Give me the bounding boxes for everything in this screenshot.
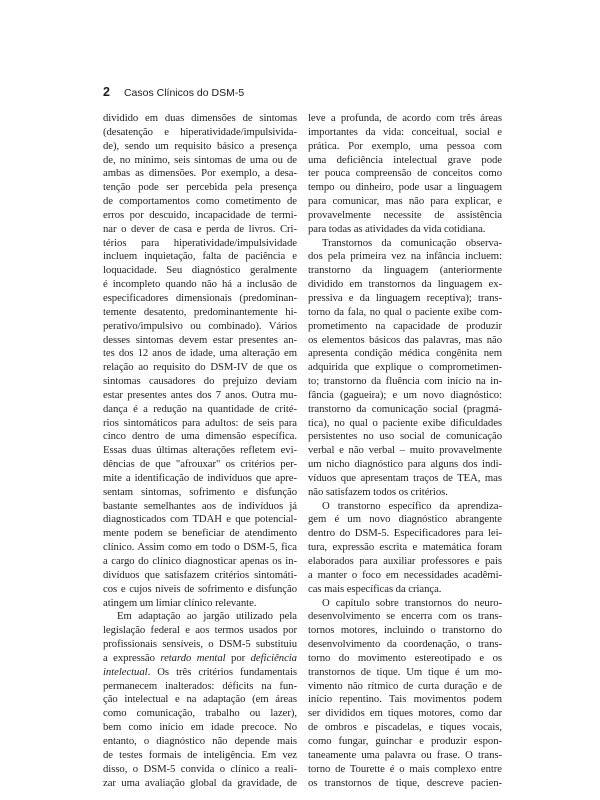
text-line: divíduos que satisfazem critérios sintomáti- [103,568,297,581]
page-header [103,85,244,99]
text-line: víduos que apresentam traços de TEA, mas [308,471,502,484]
text-line: provavelmente necessite de assistência [308,208,502,221]
text-line: uma deficiência intelectual grave pode [308,153,502,166]
text-line: bem como início em idade precoce. No [103,721,297,734]
text-line: tura, expressão escrita e matemática foram [308,541,502,554]
text-line: torno do movimento estereotipado e os [308,651,502,664]
text-line: dências de que "afrouxar" os critérios per- [103,458,297,471]
text-line: incluem inquietação, falta de paciência e [103,250,297,263]
text-line: a cargo do clínico diagnosticar apenas os in- [103,555,297,567]
text-line: sentam sintomas, sofrimento e disfunção [103,485,297,498]
text-line: de comportamentos como cometimento de [103,195,297,208]
text-line: pressiva e da linguagem receptiva); trans- [308,291,502,304]
text-line: importantes da vida: conceitual, social e [308,125,502,138]
text-line: como fungar, guinchar e produzir espon- [308,734,502,747]
text-line: torno da fala, no qual o paciente exibe com- [308,305,502,318]
text-line: gem é um novo diagnóstico abrangente [308,513,502,526]
text-line: dos pela primeira vez na infância incluem: [308,250,502,263]
text-line: tempo ou dinheiro, pode usar a linguagem [308,181,502,194]
text-line: O transtorno específico da aprendiza- [322,499,502,512]
text-line: apresenta condição médica congênita nem [308,347,502,360]
text-line: tornos motores, incluindo o transtorno do [308,624,502,637]
text-line: prática. Por exemplo, uma pessoa com [308,139,502,152]
text-line: sintomas causadores do prejuízo deviam [103,375,297,388]
text-line: de testes formais de inteligência. Em vez [103,748,297,761]
text-line: a expressão retardo mental por deficiência [103,651,297,664]
text-line: zar uma avaliação global da gravidade, de [103,776,297,789]
text-line: desses sintomas devem estar presentes an- [103,333,297,346]
text-line: rios sintomáticos para adultos: de seis para [103,416,297,429]
text-line: taneamente uma palavra ou frase. O trans- [308,748,502,761]
text-line: a manter o foco em necessidades acadêmi- [308,568,502,581]
text-line: Transtornos da comunicação observa- [322,236,502,249]
text-line: desenvolvimento da coordenação, o trans- [308,638,502,651]
text-line: elaborados para auxiliar professores e pais [308,555,502,567]
text-line: fância (gagueira); e um novo diagnóstico: [308,388,502,401]
text-line: persistentes no uso social de comunicação [308,430,502,443]
text-line: adquirida que explique o comprometimen- [308,361,502,374]
text-line: dentro do DSM-5. Especificadores para lei- [308,527,502,540]
text-line: nar o dever de casa e perda de livros. Cri- [103,222,297,235]
text-line: não satisfazem todos os critérios. [308,485,448,498]
text-line: tica), no qual o paciente exibe dificuldades [308,416,502,429]
text-line: tes dos 12 anos de idade, uma alteração em [103,347,297,360]
text-line: erros por descuido, incapacidade de termi- [103,208,297,221]
text-line: estar presentes antes dos 7 anos. Outra mu- [103,388,297,401]
text-line: ter pouca compreensão de conceitos como [308,167,502,180]
text-line: transtorno da comunicação social (pragmá- [308,402,502,415]
text-line: disso, o DSM-5 convida o clínico a reali- [103,762,297,775]
text-line: transtornos de tique. Um tique é um mo- [308,665,502,678]
text-line: prometimento na capacidade de produzir [308,319,502,332]
text-line: os elementos básicos das palavras, mas não [308,333,502,346]
running-title: Casos Clínicos do DSM-5 [123,87,245,99]
text-line: ambas as dimensões. Por exemplo, a desa- [103,167,297,180]
text-line: to; transtorno da fluência com início na in- [308,375,502,388]
text-line: ser divididos em tiques motores, como dar [308,707,502,720]
text-line: permanecem inalterados: déficits na fun- [103,679,297,692]
text-line: relação ao requisito do DSM-IV de que os [103,361,297,374]
text-line: cos e cujos níveis de sofrimento e disfunção [103,582,297,595]
right-text-column [308,112,502,790]
text-line: clínico. Assim como em todo o DSM-5, fica [103,541,297,554]
text-line: é incompleto quando não há a inclusão de [103,278,297,291]
text-line: temente desatento, predominantemente hi- [103,305,297,318]
text-line: cinco dentro de uma dimensão específica. [103,430,297,443]
text-line: cas mais específicas da criança. [308,582,442,595]
text-line: Essas duas últimas alterações refletem evi- [103,444,297,457]
text-line: (desatenção e hiperatividade/impulsivida- [103,125,297,138]
text-line: tenção pode ser percebida pela presença [103,181,297,194]
text-line: um nicho diagnóstico para alguns dos indi- [308,458,502,471]
text-line: térios para hiperatividade/impulsividade [103,236,297,249]
text-line: torno de Tourette é o mais complexo entre [308,762,502,775]
text-line: bastante semelhantes aos de indivíduos já [103,499,297,512]
text-line: ção intelectual e na adaptação (em áreas [103,693,297,706]
text-line: de), sendo um requisito básico a presença [103,139,297,152]
text-line: especificadores dimensionais (predominan- [103,291,297,304]
text-line: entanto, o diagnóstico não depende mais [103,734,297,747]
text-line: os transtornos de tique, descreve pacien- [308,776,502,789]
text-line: início repentino. Tais movimentos podem [308,693,502,706]
text-line: transtorno da linguagem (anteriormente [308,264,502,277]
text-line: diagnosticados com TDAH e que potencial- [103,513,297,526]
text-line: dança é a redução na quantidade de crité- [103,402,297,415]
text-line: O capítulo sobre transtornos do neuro- [322,596,502,609]
text-line: dividido em transtornos da linguagem ex- [308,278,502,291]
text-line: atingem um limiar clínico relevante. [103,596,257,609]
text-line: legislação federal e aos termos usados por [103,624,297,637]
text-line: mente podem se beneficiar de atendimento [103,527,297,540]
text-line: de, no mínimo, seis sintomas de uma ou de [103,153,297,166]
page-number: 2 [103,85,110,99]
text-line: mite a identificação de indivíduos que apre- [103,471,297,484]
text-line: para comunicar, mas não para explicar, e [308,195,502,208]
text-line: vimento não rítmico de curta duração e de [308,679,502,692]
text-line: loquacidade. Seu diagnóstico geralmente [103,264,297,277]
text-line: intelectual. Os três critérios fundamentais [103,665,297,678]
text-line: Em adaptação ao jargão utilizado pela [117,610,297,623]
text-line: perativo/impulsivo ou combinado). Vários [103,319,297,332]
left-text-column [103,112,297,790]
text-line: profissionais sensíveis, o DSM-5 substituiu [103,638,297,651]
text-line: verbal e não verbal – muito provavelmente [308,444,502,457]
text-line: desenvolvimento se encerra com os trans- [308,610,502,623]
text-line: leve a profunda, de acordo com três áreas [308,112,502,124]
text-line: como comunicação, trabalho ou lazer), [103,707,297,720]
text-line: para todas as atividades da vida cotidiana. [308,222,486,235]
text-line: de ombros e piscadelas, e tiques vocais, [308,721,502,734]
text-line: dividido em duas dimensões de sintomas [103,112,297,124]
